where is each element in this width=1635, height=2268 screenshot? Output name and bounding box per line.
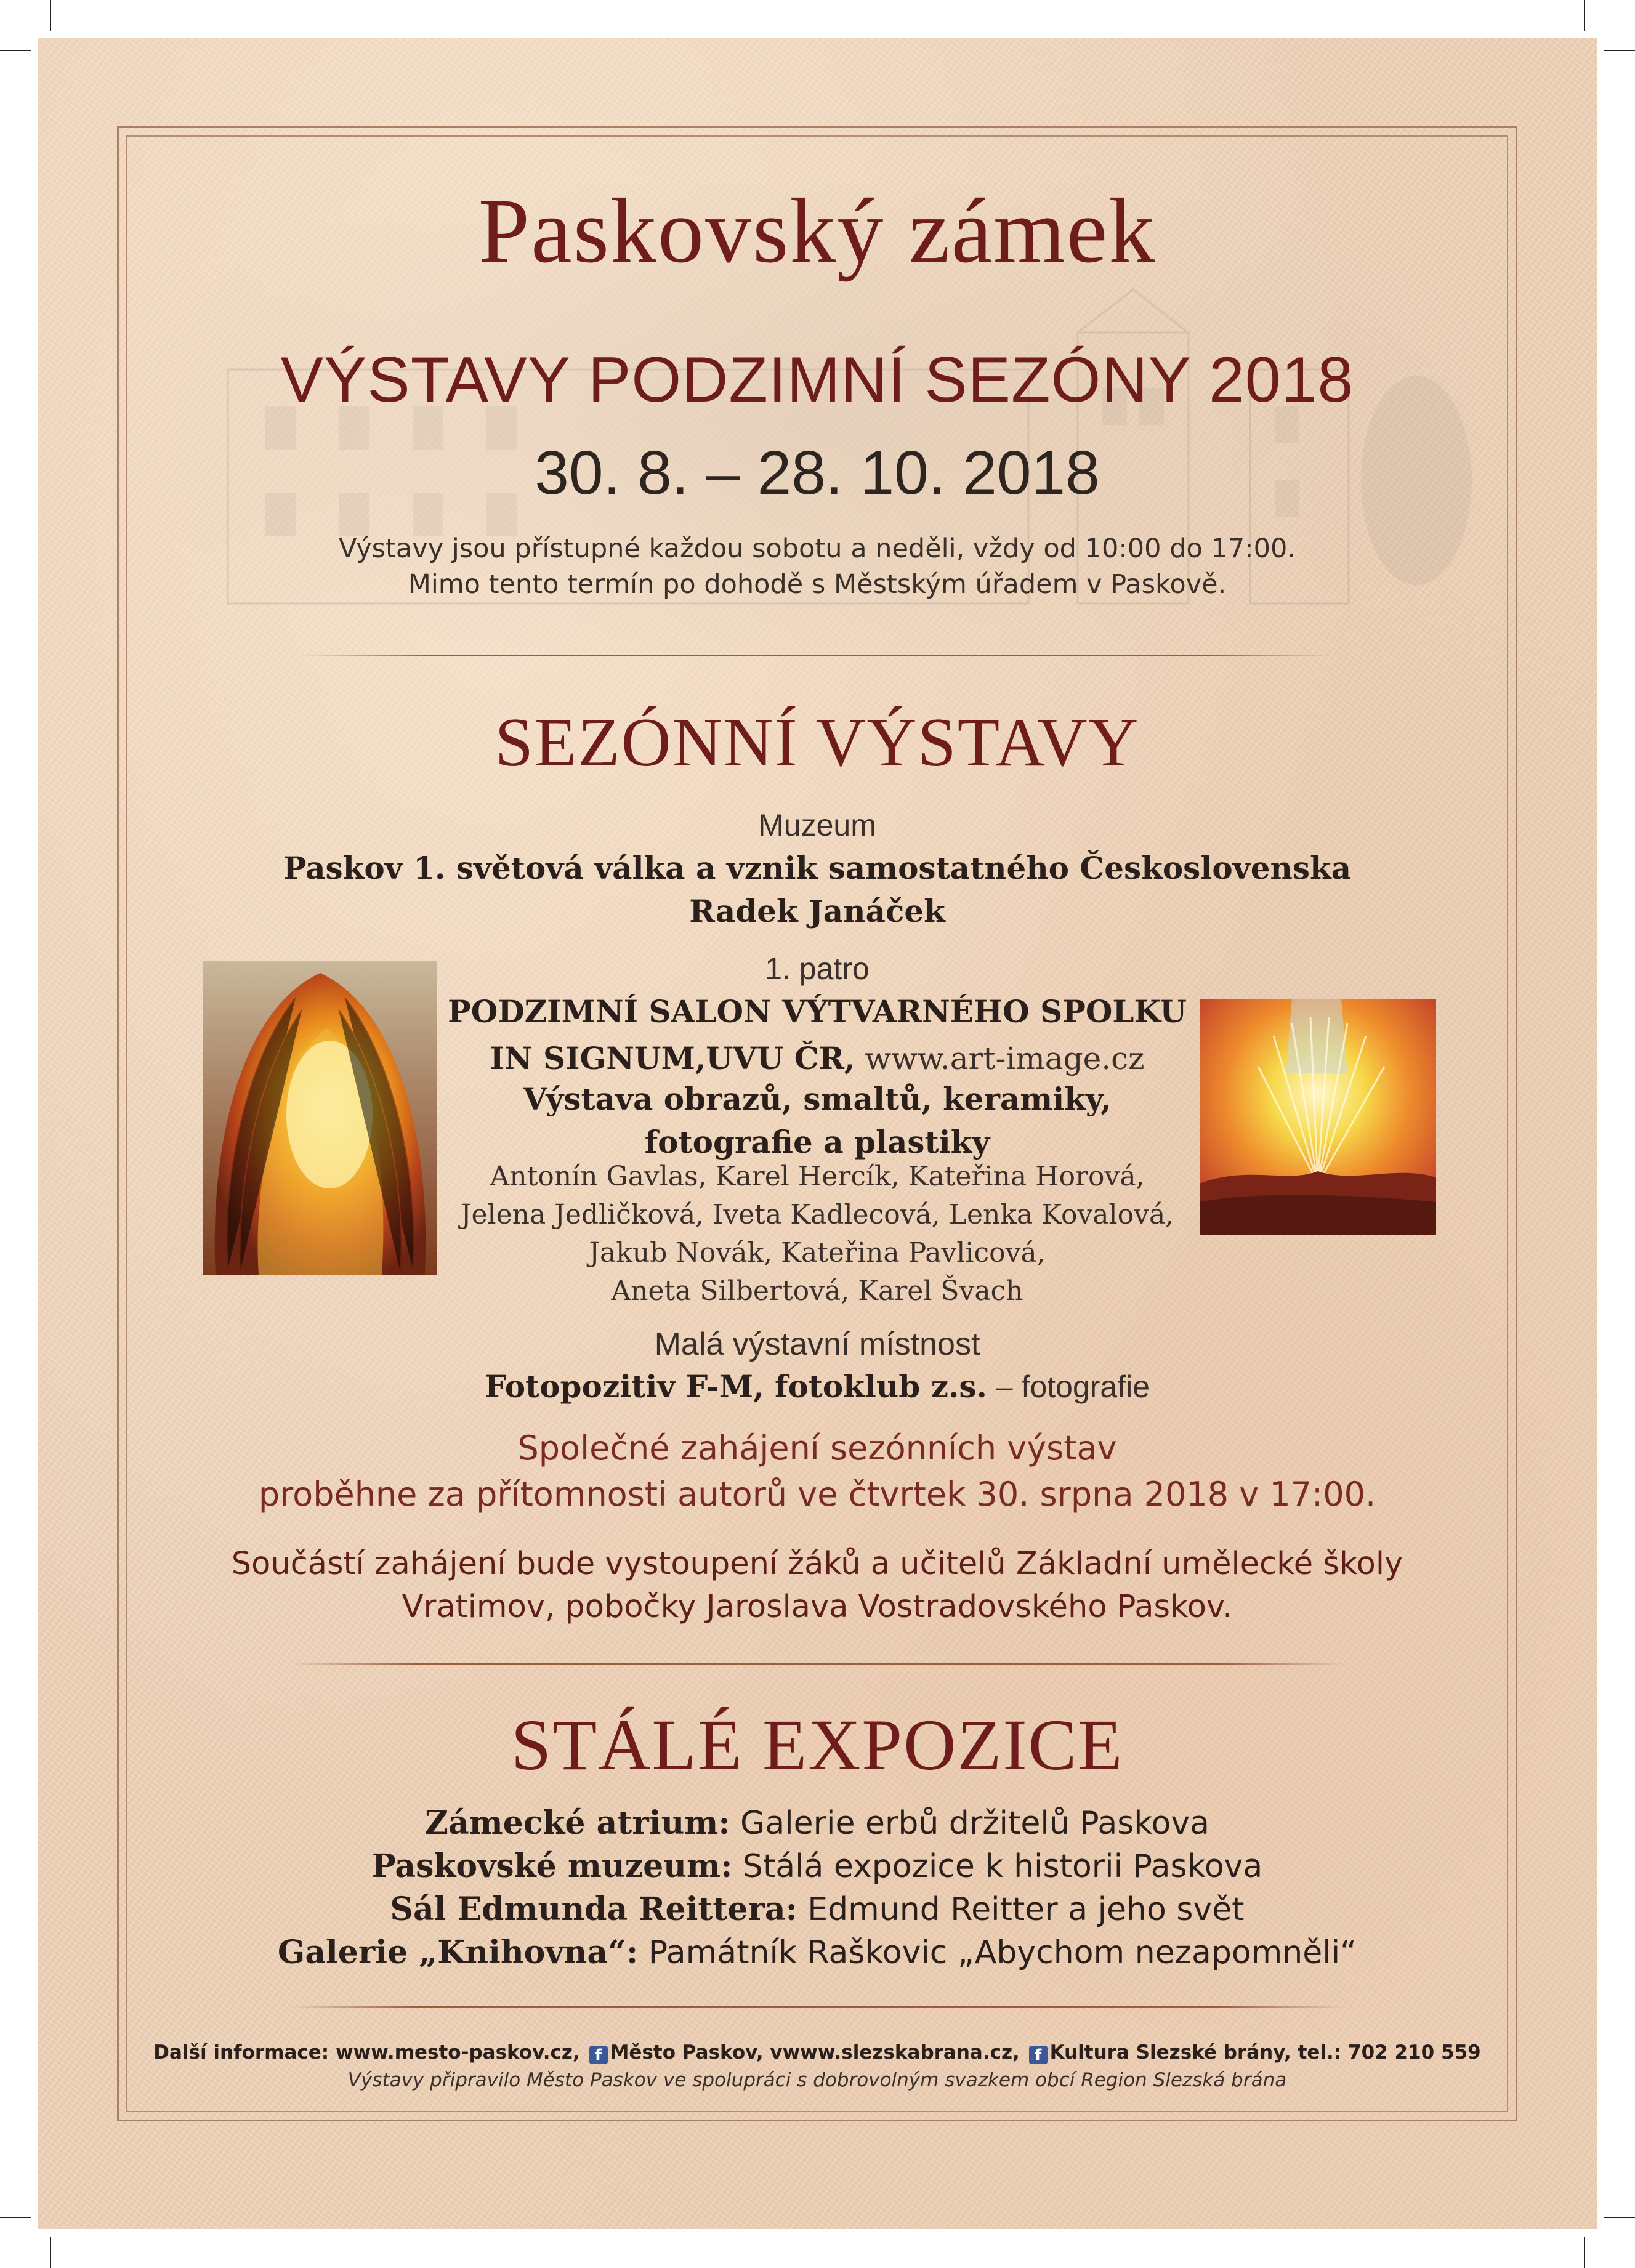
permanent-item: [126, 1847, 1508, 1885]
divider-2: [289, 1663, 1346, 1665]
permanent-item-label: Galerie „Knihovna“:: [277, 1934, 639, 1971]
opening-hours-line: Výstavy jsou přístupné každou sobotu a neděli, vždy od 10:00 do 17:00.: [338, 533, 1296, 564]
footer-credits: Výstavy připravilo Město Paskov ve spolupráci s dobrovolným svazkem obcí Region Slezská brána: [347, 2069, 1287, 2091]
footer-website-slezskabrana[interactable]: vwww.slezskabrana.cz,: [770, 2041, 1020, 2064]
artist-names-line: Aneta Silbertová, Karel Švach: [611, 1275, 1023, 1307]
season-dates: 30. 8. – 28. 10. 2018: [535, 438, 1100, 507]
painting-right: [1200, 999, 1436, 1235]
fotoklub-name: Fotopozitiv F-M, fotoklub z.s.: [484, 1368, 987, 1405]
opening-line2: proběhne za přítomnosti autorů ve čtvrtek 30. srpna 2018 v 17:00.: [258, 1475, 1376, 1514]
permanent-item: [126, 1804, 1508, 1842]
crop-mark-tl-v: [50, 0, 51, 31]
artist-names-line: Jelena Jedličková, Iveta Kadlecová, Lenka Kovalová,: [460, 1199, 1174, 1230]
footer-contact: [126, 2043, 1508, 2064]
crop-mark-bl-h: [0, 2217, 31, 2218]
permanent-item: [126, 1891, 1508, 1928]
program-line: Vratimov, pobočky Jaroslava Vostradovského Paskov.: [402, 1589, 1233, 1625]
permanent-item: [126, 1934, 1508, 1971]
permanent-exhibitions-heading: STÁLÉ EXPOZICE: [511, 1705, 1124, 1785]
permanent-item-text: Památník Raškovic „Abychom nezapomněli“: [638, 1934, 1357, 1971]
fotoklub-type: – fotografie: [987, 1370, 1150, 1404]
salon-description-line1: Výstava obrazů, smaltů, keramiky,: [523, 1081, 1112, 1117]
facebook-icon: f: [1029, 2046, 1048, 2064]
painting-left: [203, 961, 437, 1275]
poster-title: Paskovský zámek: [478, 180, 1157, 282]
footer-facebook-kultura[interactable]: Kultura Slezské brány, tel.: 702 210 559: [1049, 2041, 1481, 2064]
opening-program: [126, 1543, 1508, 1629]
divider-3: [289, 2006, 1346, 2008]
salon-organization: IN SIGNUM,UVU ČR,: [490, 1040, 855, 1076]
appointment-line: Mimo tento termín po dohodě s Městským úřadem v Paskově.: [408, 569, 1227, 600]
facebook-icon: f: [589, 2046, 608, 2064]
permanent-item-label: Zámecké atrium:: [424, 1804, 730, 1842]
permanent-item-text: Galerie erbů držitelů Paskova: [730, 1805, 1209, 1842]
permanent-item-text: Edmund Reitter a jeho svět: [797, 1891, 1245, 1928]
crop-mark-tl-h: [0, 50, 31, 51]
poster-subtitle: VÝSTAVY PODZIMNÍ SEZÓNY 2018: [280, 344, 1354, 416]
museum-exhibit: Paskov 1. světová válka a vznik samostatného Československa: [283, 850, 1352, 886]
permanent-item-label: Paskovské muzeum:: [371, 1847, 733, 1885]
artist-names-line: Antonín Gavlas, Karel Hercík, Kateřina Horová,: [490, 1161, 1145, 1192]
museum-author: Radek Janáček: [689, 893, 945, 929]
crop-mark-br-v: [1584, 2237, 1585, 2268]
salon-description-line2: fotografie a plastiky: [644, 1124, 990, 1160]
museum-label: Muzeum: [758, 808, 876, 842]
permanent-item-label: Sál Edmunda Reittera:: [390, 1891, 797, 1928]
seasonal-exhibitions-heading: SEZÓNNÍ VÝSTAVY: [495, 704, 1140, 781]
crop-mark-bl-v: [50, 2237, 51, 2268]
crop-mark-br-h: [1604, 2217, 1635, 2218]
divider-1: [302, 655, 1333, 656]
crop-mark-tr-v: [1584, 0, 1585, 31]
artist-names-line: Jakub Novák, Kateřina Pavlicová,: [589, 1237, 1046, 1269]
salon-title-line1: PODZIMNÍ SALON VÝTVARNÉHO SPOLKU: [448, 993, 1187, 1030]
small-room-exhibit: [126, 1368, 1508, 1405]
opening-line1: Společné zahájení sezónních výstav: [517, 1429, 1117, 1467]
footer-facebook-mesto[interactable]: Město Paskov,: [610, 2041, 764, 2064]
opening-hours-info: [126, 531, 1508, 602]
floor1-label: 1. patro: [765, 951, 870, 986]
small-room-label: Malá výstavní místnost: [654, 1326, 980, 1362]
footer-website[interactable]: Další informace: www.mesto-paskov.cz,: [153, 2041, 580, 2064]
permanent-item-text: Stálá expozice k historii Paskova: [732, 1848, 1263, 1885]
salon-website-link[interactable]: www.art-image.cz: [855, 1041, 1145, 1076]
crop-mark-tr-h: [1604, 50, 1635, 51]
program-line: Součástí zahájení bude vystoupení žáků a učitelů Základní umělecké školy: [231, 1546, 1403, 1582]
